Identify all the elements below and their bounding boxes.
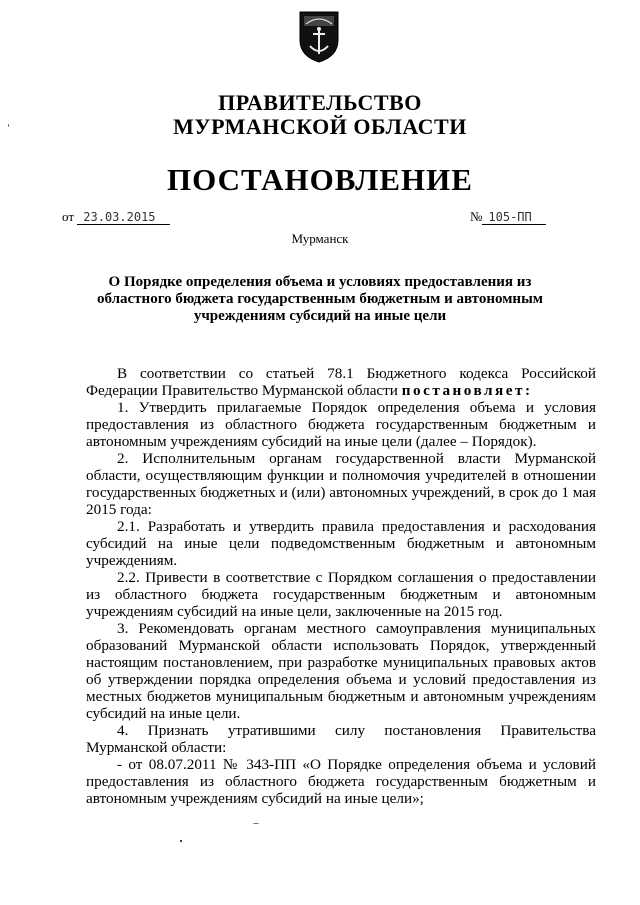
intro-keyword: постановляет: bbox=[401, 382, 533, 399]
scan-speck bbox=[180, 840, 182, 842]
document-body bbox=[86, 365, 596, 807]
intro-text: В соответствии со статьей 78.1 Бюджетного кодекса Российской Федерации Правительство Мурманской области bbox=[86, 365, 596, 399]
intro-paragraph bbox=[86, 365, 596, 399]
paragraph-2-1: 2.1. Разработать и утвердить правила предоставления и расходования субсидий на иные цели подведомственным бюджетным и автономным учреждениям. bbox=[86, 518, 596, 569]
document-type-heading: ПОСТАНОВЛЕНИЕ bbox=[167, 162, 473, 197]
paragraph-4: 4. Признать утратившими силу постановления Правительства Мурманской области: bbox=[86, 722, 596, 756]
date-prefix: от bbox=[62, 209, 75, 224]
scan-speck bbox=[253, 823, 259, 824]
paragraph-2: 2. Исполнительным органам государственной власти Мурманской области, осуществляющим функции и полномочия учредителей в отношении государственных бюджетных и (или) автономных учреждений, в срок до 1 мая 2015 года: bbox=[86, 450, 596, 518]
scan-speck bbox=[8, 124, 9, 127]
paragraph-1: 1. Утвердить прилагаемые Порядок определения объема и условия предоставления из областного бюджета государственным бюджетным и автономным учреждениям субсидий на иные цели (далее – Порядок). bbox=[86, 399, 596, 450]
document-date bbox=[62, 209, 170, 225]
paragraph-3: 3. Рекомендовать органам местного самоуправления муниципальных образований Мурманской области использовать Порядок, утвержденный настоящим постановлением, при разработке муниципальных правовых актов об утверждении порядка определения объема и условий предоставления из местных бюджетов муниципальным бюджетным и автономным учреждениям субсидий на иные цели. bbox=[86, 620, 596, 722]
number-prefix: № bbox=[470, 209, 483, 224]
paragraph-2-2: 2.2. Привести в соответствие с Порядком соглашения о предоставлении из областного бюджета государственным бюджетным и автономным учреждениям субсидий на иные цели, заключенные на 2015 год. bbox=[86, 569, 596, 620]
document-number bbox=[470, 209, 546, 225]
government-name-line2: МУРМАНСКОЙ ОБЛАСТИ bbox=[173, 114, 467, 139]
date-value: 23.03.2015 bbox=[77, 210, 169, 225]
document-title: О Порядке определения объема и условиях предоставления из областного бюджета государственным бюджетным и автономным учреждениям субсидий на иные цели bbox=[96, 274, 543, 324]
city-name: Мурманск bbox=[291, 231, 349, 246]
paragraph-4-item-1: - от 08.07.2011 № 343-ПП «О Порядке определения объема и условий предоставления из областного бюджета государственным бюджетным и автономным учреждениям субсидий на иные цели»; bbox=[86, 756, 596, 807]
government-name-line1: ПРАВИТЕЛЬСТВО bbox=[218, 90, 422, 115]
number-value: 105-ПП bbox=[482, 210, 545, 225]
coat-of-arms-icon bbox=[298, 10, 340, 64]
